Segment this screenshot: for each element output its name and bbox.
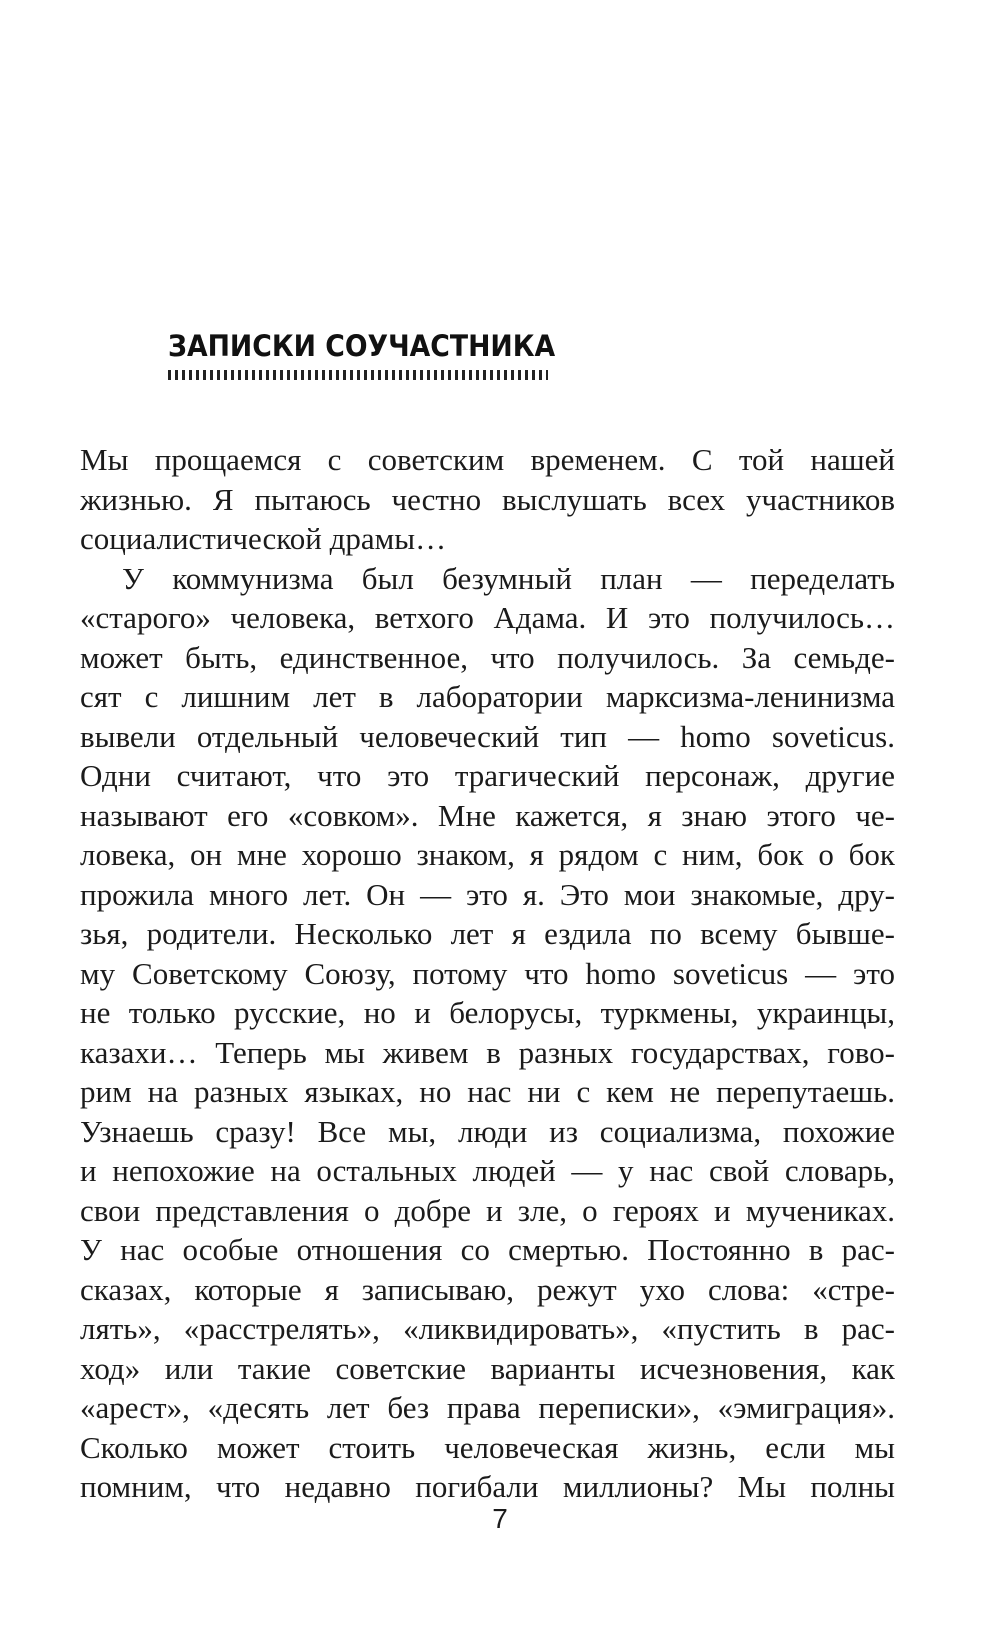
text-line: сказах, которые я записываю, режут ухо слова: «стре- — [80, 1271, 895, 1307]
text-line: «арест», «десять лет без права переписки», «эмиграция». — [80, 1390, 895, 1425]
text-line: сят с лишним лет в лаборатории марксизма-ленинизма — [80, 679, 895, 714]
text-line: рим на разных языках, но нас ни с кем не перепутаешь. — [80, 1074, 895, 1109]
text-line: помним, что недавно погибали миллионы? Мы полны — [80, 1469, 895, 1504]
text-line: не только русские, но и белорусы, туркмены, украинцы, — [80, 995, 895, 1030]
text-line: Одни считают, что это трагический персонаж, другие — [80, 758, 895, 793]
text-line: Мы прощаемся с советским временем. С той нашей — [80, 442, 895, 477]
text-line: казахи… Теперь мы живем в разных государствах, гово- — [80, 1034, 895, 1070]
text-line: вывели отдельный человеческий тип — homo soveticus. — [80, 718, 895, 754]
text-line: социалистической драмы… — [80, 521, 447, 556]
text-line: «старого» человека, ветхого Адама. И это получилось… — [80, 600, 895, 635]
text-line: и непохожие на остальных людей — у нас свой словарь, — [80, 1153, 895, 1188]
text-line: ловека, он мне хорошо знаком, я рядом с ним, бок о бок — [80, 837, 895, 872]
text-line: свои представления о добре и зле, о героях и мучениках. — [80, 1192, 895, 1228]
text-line: может быть, единственное, что получилось. За семьде- — [80, 639, 895, 675]
text-line: У нас особые отношения со смертью. Постоянно в рас- — [80, 1232, 895, 1267]
chapter-title: ЗАПИСКИ СОУЧАСТНИКА — [168, 329, 556, 363]
text-line: прожила много лет. Он — это я. Это мои знакомые, дру- — [80, 876, 895, 912]
text-line: Сколько может стоить человеческая жизнь, если мы — [80, 1429, 895, 1465]
body-text — [80, 440, 895, 1507]
page-number: 7 — [492, 1503, 508, 1534]
text-line: называют его «совком». Мне кажется, я знаю этого че- — [80, 797, 895, 833]
title-underline-rule — [168, 370, 548, 380]
text-line: жизнью. Я пытаюсь честно выслушать всех участников — [80, 481, 895, 517]
text-line: ход» или такие советские варианты исчезновения, как — [80, 1350, 895, 1386]
text-line: зья, родители. Несколько лет я ездила по всему бывше- — [80, 916, 895, 951]
text-line: Узнаешь сразу! Все мы, люди из социализма, похожие — [80, 1113, 895, 1149]
chapter-heading — [168, 328, 588, 380]
text-line: лять», «расстрелять», «ликвидировать», «пустить в рас- — [80, 1311, 895, 1346]
text-line: му Советскому Союзу, потому что homo soveticus — это — [80, 955, 895, 991]
text-line: У коммунизма был безумный план — переделать — [122, 560, 895, 596]
